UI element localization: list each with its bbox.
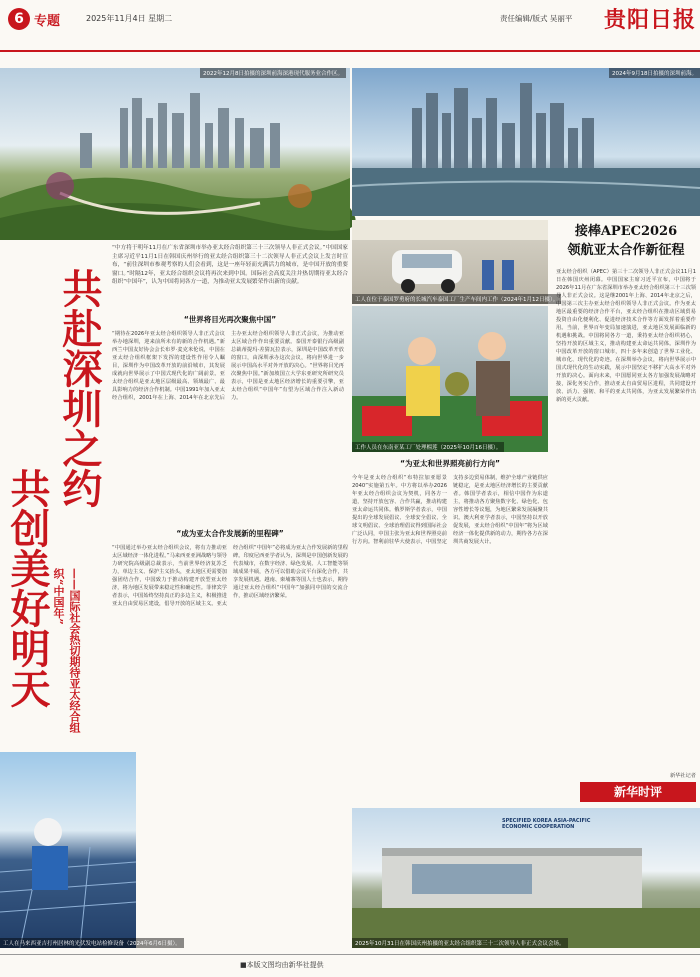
commentary-box — [552, 220, 700, 260]
car-factory-graphic — [352, 220, 548, 304]
venue-sign: SPECIFIED KOREA ASIA-PACIFIC ECONOMIC COOPERATION — [502, 818, 591, 830]
footer-rule — [0, 954, 700, 955]
page-header — [0, 0, 700, 52]
photo-car-factory — [352, 220, 559, 304]
commentary-logo-box — [580, 782, 696, 802]
section-title-1: “世界将目光再次聚焦中国” — [183, 315, 277, 324]
issue-date: 2025年11月4日 星期二 — [86, 14, 173, 23]
page-number: 6 — [8, 8, 30, 30]
editor-credit: 责任编辑/版式 吴丽平 — [500, 14, 573, 23]
solar-graphic — [0, 752, 136, 948]
newspaper-logo: 贵阳日报 — [604, 7, 697, 33]
photo-caption: 2025年10月31日在韩国庆州拍摄的亚太经合组织第三十二次领导人非正式会议会场。 — [352, 938, 568, 948]
main-title-block — [4, 268, 108, 748]
section-body-1: “期待在2026年亚太经合组织领导人非正式会议举办地深圳，迎来前所未有的新的合作机遇。”新西兰中国友好协会会长布罗·麦克米伦说，中国在亚太经合组织框架下发挥的建设性作用令人瞩目，深圳作为中国改革开放的前沿城市，其发展成就向世界展示了中国式现代化的广阔前景。亚太经合组织是亚太地区层级最高、领域最广、最具影响力的经济合作机制。中国1991年加入亚太经合组织，2001年在上海、2014年在北京先后主办亚太经合组织领导人非正式会议，为推动亚太区域合作作出重要贡献。泰国开泰银行高级副总裁蒂提玛·差猜瓦拉表示，深圳是中国改革开放的窗口，由深圳承办这次会议，将向世界进一步展示中国高水平对外开放的决心。“世界将目光再次聚焦中国。”新加坡国立大学东亚研究所研究员表示，中国是亚太地区经济增长的重要引擎，亚太经合组织“中国年”有望为区域合作注入新动力。 — [112, 331, 344, 401]
section-label: 专题 — [34, 14, 61, 29]
section-title-2: “成为亚太合作发展新的里程碑” — [176, 529, 284, 538]
intro-paragraph: “中方将于明年11月在广东省深圳市举办亚太经合组织第三十三次领导人非正式会议。”中国国家主席习近平11月1日在韩国庆州举行的亚太经合组织第三十二次领导人非正式会议上发言时宣布，“前往深圳市参观考察的人们会看到，这是一座年轻而充满活力的城市，是中国开放的重要窗口。”时隔12年，亚太经合组织会议将再次来到中国。国际社会高度关注并热切期待亚太经合组织“中国年”，认为中国将同各方一道，为推动亚太发展繁荣作出新的贡献。 — [112, 245, 348, 285]
main-subtitle: ——国际社会热切期待亚太经合组织“中国年” — [52, 568, 81, 733]
skyline-graphic — [0, 68, 350, 240]
commentary-title-line2: 领航亚太合作新征程 — [567, 243, 685, 258]
photo-caption: 工人在马来西亚吉打州居林的光伏发电站检修设备（2024年6月6日摄）。 — [0, 938, 184, 948]
commentary-body: 亚太经合组织（APEC）第三十二次领导人非正式会议11月1日在韩国庆州闭幕。中国国家主席习近平宣布，中国将于2026年11月在广东省深圳市举办亚太经合组织第三十三次领导人非正式会议。这是继2001年上海、2014年北京之后，中国第三次主办亚太经合组织领导人非正式会议。作为亚太地区最重要的经济合作平台，亚太经合组织在推动区域贸易投资自由化便利化、促进经济技术合作等方面发挥着重要作用。当前，世界百年变局加速演进，亚太地区发展面临新的机遇和挑战。中国将同各方一道，秉持亚太经合组织初心，坚持开放的区域主义，推动构建亚太命运共同体。深圳作为中国改革开放的窗口城市，四十多年来创造了世界工业化、城市化、现代化的奇迹。在深圳举办会议，将向世界展示中国式现代化的生动实践，展示中国坚定不移扩大高水平对外开放的决心。面向未来，中国愿同亚太各方加强发展战略对接，深化务实合作，推动亚太自由贸易区进程，共同建设开放、活力、强韧、和平的亚太共同体，为亚太发展繁荣作出新的更大贡献。 — [556, 269, 696, 403]
section-body-2: “中国通过举办亚太经合组织会议，将有力推动亚太区域经济一体化进程。”马来西亚亚洲战略与领导力研究院高级副总裁表示，当前世界经济复苏乏力，单边主义、保护主义抬头，亚太地区更需要加强团结合作，中国致力于推动构建开放型亚太经济，将为地区发展带来稳定性和确定性。菲律宾学者表示，中国始终坚持真正的多边主义，积极推进亚太自由贸易区建设，倡导开放的区域主义。亚太经合组织“中国年”必将成为亚太合作发展新的里程碑。印度尼西亚学者认为，深圳是中国创新发展的代表城市，在数字经济、绿色发展、人工智能等领域成果丰硕，各方可以借助会议平台深化合作，共享发展机遇。越南、柬埔寨等国人士也表示，期待通过亚太经合组织“中国年”加强同中国的交流合作，推动区域经济繁荣。 — [112, 545, 348, 607]
photo-caption: 2022年12月8日拍摄的深圳前海深港现代服务业合作区。 — [200, 68, 346, 78]
photo-durian-workers — [352, 306, 548, 452]
section-title-3: “为亚太和世界照亮前行方向” — [400, 459, 500, 468]
durian-workers-graphic — [352, 306, 548, 452]
section-body-3: 今年是亚太经合组织“布特拉加亚愿景2040”实施第五年。中方将以举办2026年亚太经合组织会议为契机，同各方一道，坚持开放包容、合作共赢，推动构建亚太命运共同体。俄罗斯学者表示，中国提出的全球发展倡议、全球安全倡议、全球文明倡议、全球治理倡议得到国际社会广泛认同，中国主张为亚太和世界照亮前行方向。智利前驻华大使表示，中国坚定支持多边贸易体制，维护全球产业链供应链稳定，是亚太地区经济增长的主要贡献者。韩国学者表示，相信中国作为东道主，将推动各方聚焦数字化、绿色化、包容性增长等议题，为地区繁荣发展凝聚共识。澳大利亚学者表示，中国坚持以开放促发展，亚太经合组织“中国年”将为区域经济一体化提供新的动力，期待各方在深圳共商发展大计。 — [352, 475, 548, 545]
photo-caption: 工人在位于泰国罗勇府的长城汽车泰国工厂生产车间内工作（2024年1月12日摄）。 — [352, 294, 561, 304]
photo-caption: 工作人员在东南亚某工厂处理榴莲（2025年10月16日摄）。 — [352, 442, 504, 452]
photo-qianhai-park — [0, 68, 350, 240]
commentary-author: 新华社记者 — [670, 773, 696, 779]
footer-note: ■本版文图均由新华社提供 — [240, 961, 324, 969]
main-title-line1: 共赴深圳之约 — [56, 268, 103, 508]
photo-apec-venue — [352, 808, 700, 948]
main-title-line2: 共创美好明天 — [4, 468, 51, 708]
photo-qianhai-skyline — [352, 68, 700, 216]
commentary-title-line1: 接棒APEC2026 — [574, 224, 678, 239]
harbour-skyline-graphic — [352, 68, 700, 216]
photo-solar-maintenance — [0, 752, 181, 948]
photo-caption: 2024年9月18日拍摄的深圳前海。 — [609, 68, 700, 78]
commentary-logo: 新华时评 — [613, 785, 662, 799]
